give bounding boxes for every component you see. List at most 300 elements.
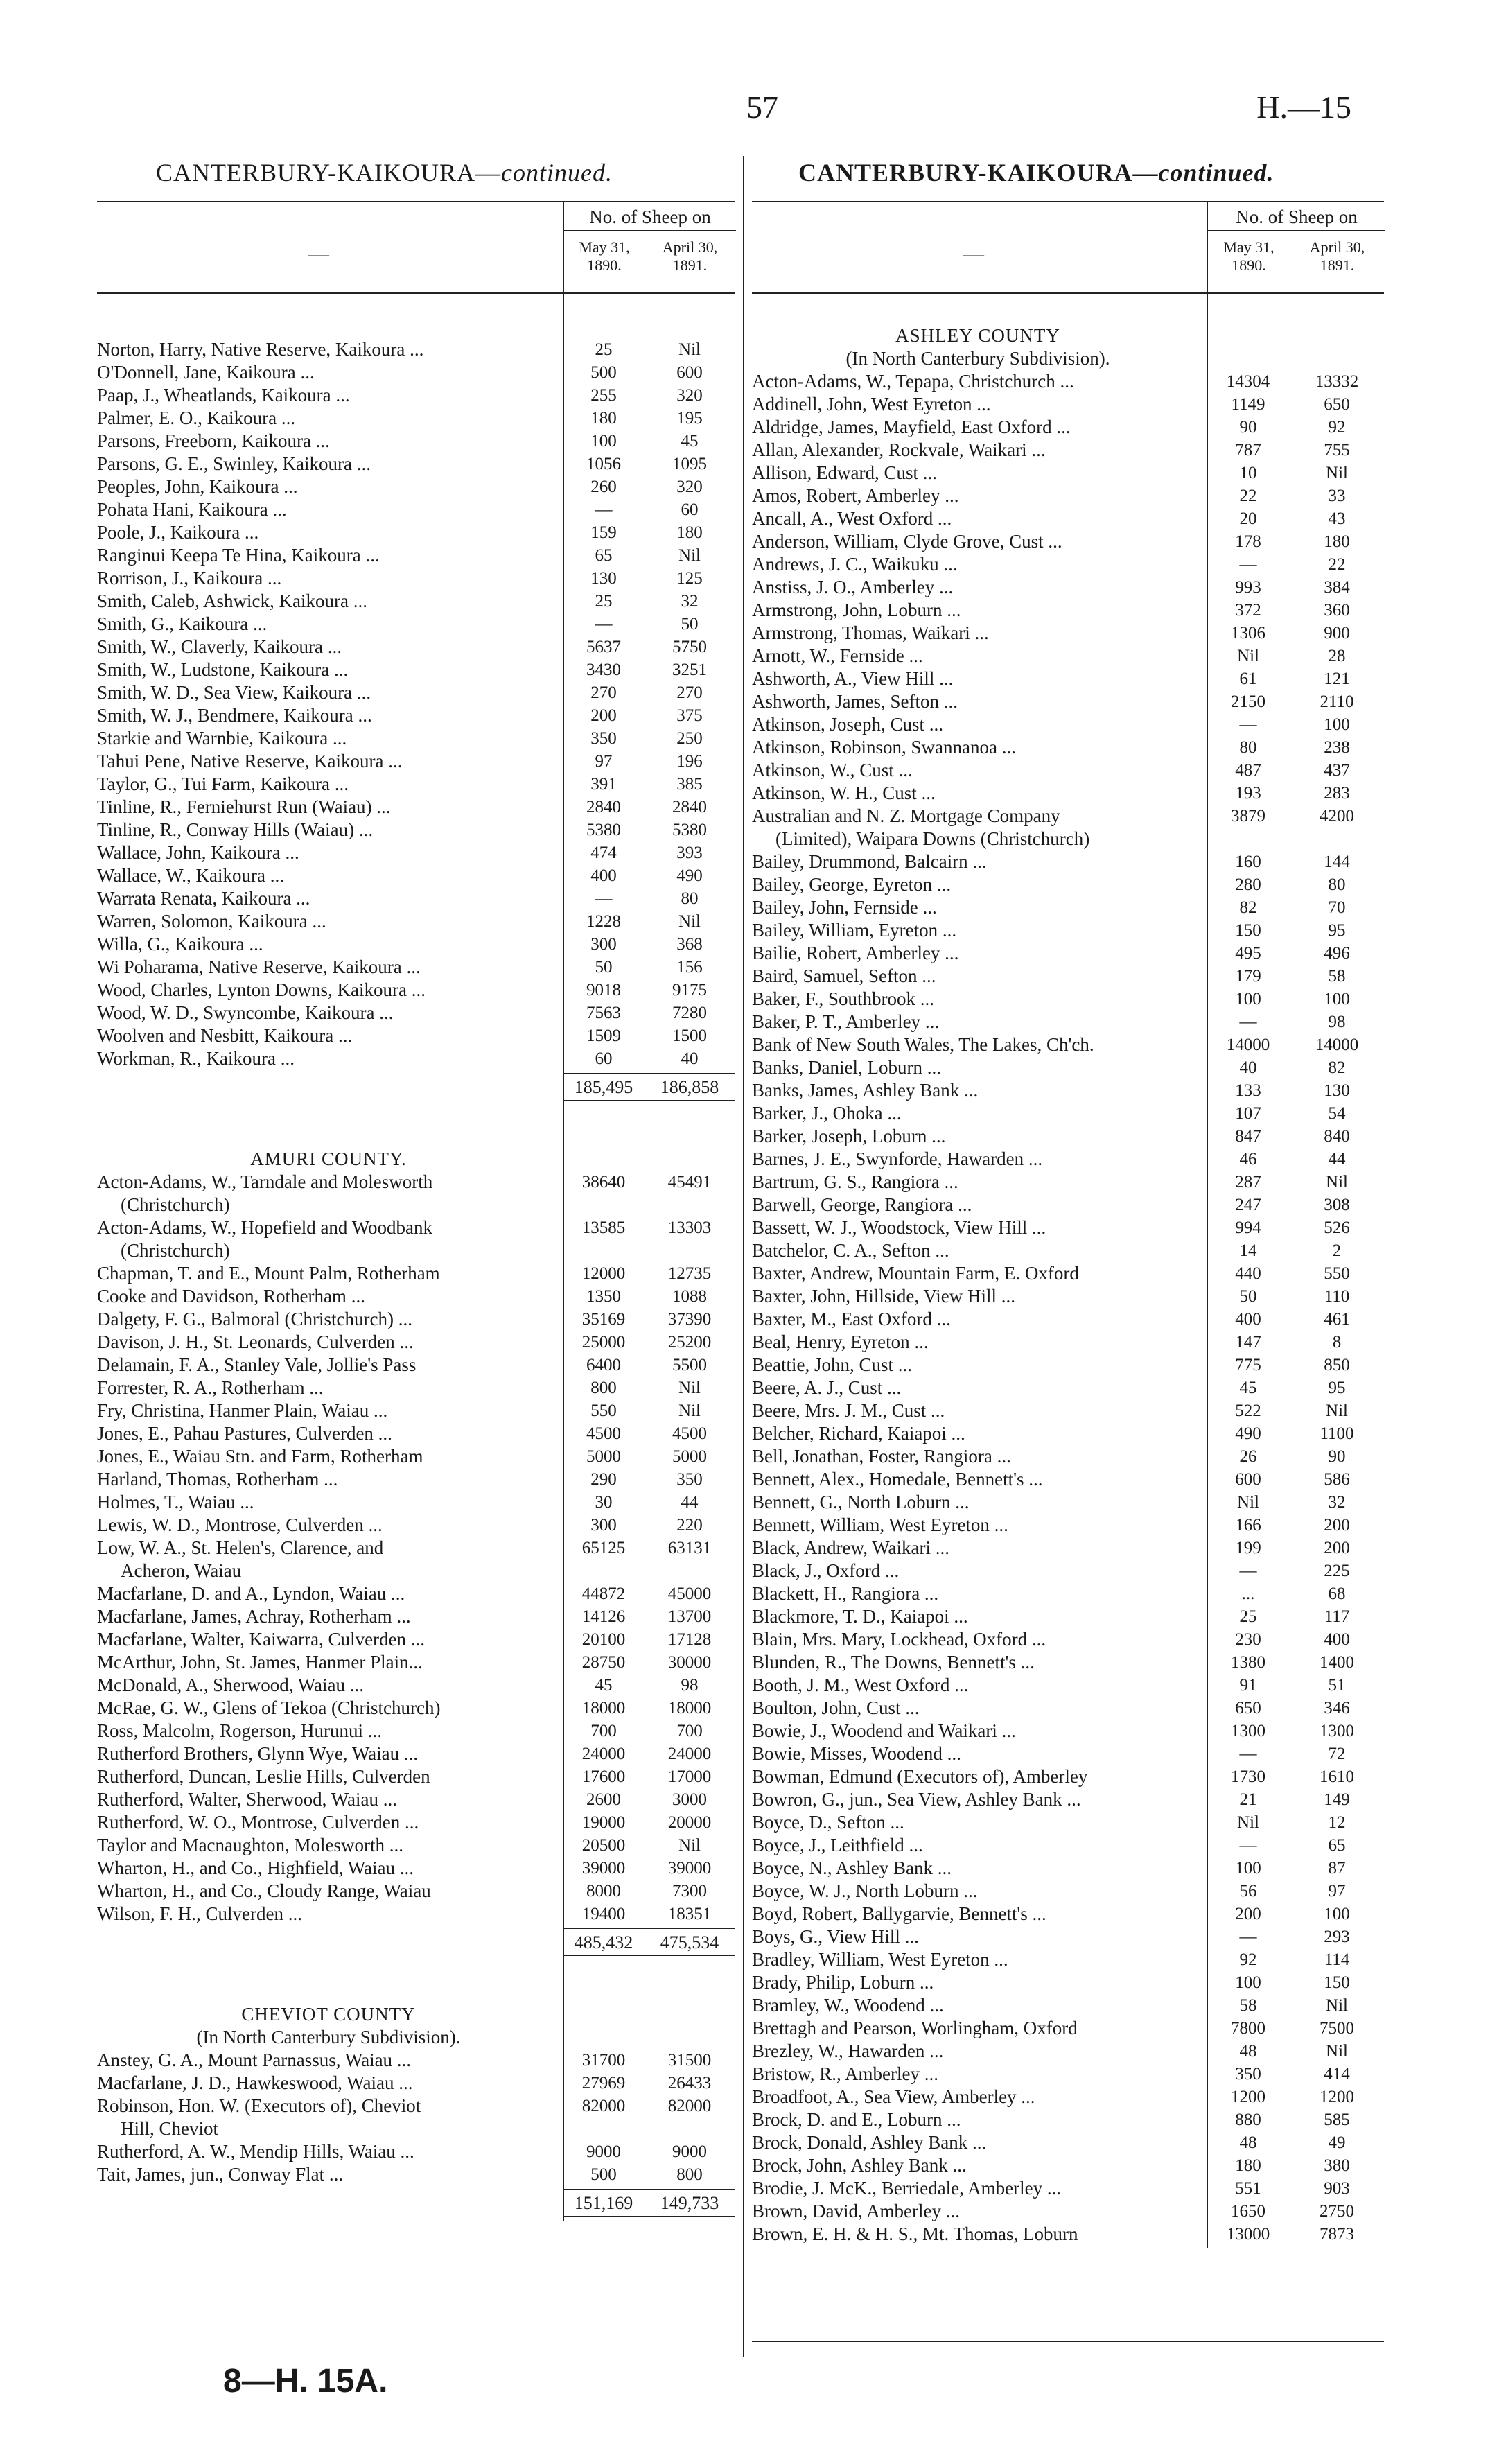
sheep-1891: Nil (678, 340, 701, 359)
sheep-1890: 14 (1239, 1241, 1257, 1260)
date-column-1890: May 31, 1890. (1207, 231, 1290, 292)
sheep-1891: 490 (676, 866, 703, 885)
owner-name: Starkie and Warnbie, Kaikoura ... (97, 728, 347, 749)
table-row (752, 416, 1384, 439)
sheep-1890: 400 (590, 866, 617, 885)
sheep-count-label: No. of Sheep on (563, 202, 736, 231)
table-row (97, 1674, 735, 1697)
sheep-1891: 840 (1324, 1127, 1350, 1146)
sheep-1890: 180 (1235, 2156, 1261, 2175)
owner-name: Jones, E., Waiau Stn. and Farm, Rotherham (97, 1446, 423, 1467)
table-row (752, 759, 1384, 782)
sheep-1891: 7280 (672, 1004, 707, 1022)
owner-name: Blackmore, T. D., Kaiapoi ... (752, 1606, 968, 1627)
owner-name: Blain, Mrs. Mary, Lockhead, Oxford ... (752, 1629, 1046, 1650)
header-dash: — (963, 243, 984, 265)
owner-name: Baxter, M., East Oxford ... (752, 1309, 951, 1329)
sheep-1890: 58 (1239, 1996, 1257, 2015)
table-row (752, 2086, 1384, 2108)
sheep-1891: 18351 (667, 1905, 712, 1923)
sheep-1891: 400 (1324, 1630, 1350, 1649)
table-row (97, 1354, 735, 1377)
sheep-1890: 474 (590, 844, 617, 862)
owner-name: Tinline, R., Conway Hills (Waiau) ... (97, 819, 374, 840)
sheep-1890: 600 (1235, 1470, 1261, 1489)
sheep-1890: — (1239, 1836, 1257, 1855)
owner-name: Norton, Harry, Native Reserve, Kaikoura ... (97, 339, 424, 360)
sheep-1890: 994 (1235, 1218, 1261, 1237)
owner-name: Parsons, G. E., Swinley, Kaikoura ... (97, 453, 371, 474)
sheep-1891: 1200 (1320, 2088, 1354, 2106)
table-row (97, 1537, 735, 1582)
table-row (97, 1002, 735, 1024)
sheep-1890: 18000 (581, 1699, 626, 1718)
sheep-1891: 40 (681, 1049, 699, 1068)
sheep-1891: 1100 (1320, 1424, 1354, 1443)
sheep-1890: 48 (1239, 2042, 1257, 2061)
total-rule (563, 2216, 735, 2217)
county-title: ASHLEY COUNTY (895, 325, 1060, 346)
owner-name: Wallace, John, Kaikoura ... (97, 842, 299, 863)
total-rule (563, 2189, 735, 2190)
sheep-1891: 437 (1324, 761, 1350, 780)
owner-name: Brady, Philip, Loburn ... (752, 1972, 934, 1993)
sheep-1890: 1200 (1231, 2088, 1265, 2106)
sheep-1891: 54 (1328, 1104, 1346, 1123)
table-row (752, 2177, 1384, 2200)
owner-name: Bowman, Edmund (Executors of), Amberley (752, 1766, 1088, 1787)
sheep-1890: 4500 (586, 1424, 621, 1443)
table-row (752, 2063, 1384, 2086)
owner-name: Bailey, George, Eyreton ... (752, 874, 952, 895)
right-column (752, 201, 1384, 2248)
table-row (752, 1788, 1384, 1811)
table-row (97, 841, 735, 864)
sheep-1891: Nil (1326, 2042, 1348, 2061)
owner-name: Beattie, John, Cust ... (752, 1354, 912, 1375)
owner-name: Tait, James, jun., Conway Flat ... (97, 2164, 344, 2185)
sheep-1890: 5000 (586, 1447, 621, 1466)
table-row (752, 622, 1384, 645)
table-row (752, 1468, 1384, 1491)
sheep-1891: 360 (1324, 601, 1350, 620)
table-row (752, 1445, 1384, 1468)
owner-name: Boyce, J., Leithfield ... (752, 1835, 923, 1855)
sheep-1891: 24000 (667, 1745, 712, 1763)
county-total-row (97, 1070, 735, 1102)
sheep-1890: 107 (1235, 1104, 1261, 1123)
sheep-1891: 7873 (1320, 2225, 1354, 2244)
sheep-1890: 1350 (586, 1287, 621, 1306)
sheep-1891: 14000 (1315, 1036, 1359, 1054)
owner-name: Aldridge, James, Mayfield, East Oxford ... (752, 417, 1071, 437)
owner-name: Paap, J., Wheatlands, Kaikoura ... (97, 385, 350, 405)
owner-name: Batchelor, C. A., Sefton ... (752, 1240, 949, 1261)
sheep-1890: 247 (1235, 1196, 1261, 1214)
sheep-1890: 490 (1235, 1424, 1261, 1443)
sheep-1890: 300 (590, 935, 617, 954)
owner-name: Black, J., Oxford ... (752, 1560, 900, 1581)
sheep-1890: Nil (1237, 647, 1259, 665)
sheep-1891: 293 (1324, 1928, 1350, 1946)
owner-name: Addinell, John, West Eyreton ... (752, 394, 991, 414)
table-row (752, 484, 1384, 507)
sheep-1891: 130 (1324, 1081, 1350, 1100)
sheep-1890: Nil (1237, 1813, 1259, 1832)
sheep-1891: 80 (1328, 875, 1346, 894)
owner-name-line1: Robinson, Hon. W. (Executors of), Cheviot (97, 2095, 421, 2116)
sheep-1890: 500 (590, 363, 617, 382)
table-row (97, 1422, 735, 1445)
sheep-1890: 287 (1235, 1173, 1261, 1191)
sheep-1890: 280 (1235, 875, 1261, 894)
table-row (752, 599, 1384, 622)
sheep-1890: 1306 (1231, 624, 1265, 643)
sheep-1891: 200 (1324, 1516, 1350, 1535)
sheep-1890: 20 (1239, 509, 1257, 528)
owner-name: Lewis, W. D., Montrose, Culverden ... (97, 1514, 383, 1535)
owner-name-line1: Acton-Adams, W., Hopefield and Woodbank (97, 1217, 432, 1238)
sheep-1890: 3879 (1231, 807, 1265, 825)
sheep-1891: 385 (676, 775, 703, 794)
sheep-1891: 196 (676, 752, 703, 771)
table-row (752, 462, 1384, 484)
table-row (752, 439, 1384, 462)
sheep-1891: 2 (1332, 1241, 1342, 1260)
sheep-1890: Nil (1237, 1493, 1259, 1512)
owner-name: Parsons, Freeborn, Kaikoura ... (97, 430, 330, 451)
sheep-1891: 308 (1324, 1196, 1350, 1214)
sheep-1891: 384 (1324, 578, 1350, 597)
sheep-1890: 38640 (581, 1173, 626, 1191)
sheep-1890: — (595, 889, 613, 908)
sheep-1890: 25 (1239, 1607, 1257, 1626)
owner-name: Forrester, R. A., Rotherham ... (97, 1377, 324, 1398)
table-row (97, 544, 735, 567)
owner-name: Workman, R., Kaikoura ... (97, 1048, 295, 1069)
table-row (97, 1788, 735, 1811)
owner-name: Cooke and Davidson, Rotherham ... (97, 1286, 365, 1307)
sheep-1890: 9018 (586, 981, 621, 999)
table-row (97, 1216, 735, 1262)
owner-name: Baxter, Andrew, Mountain Farm, E. Oxford (752, 1263, 1079, 1284)
table-row (97, 590, 735, 613)
sheep-1890: 993 (1235, 578, 1261, 597)
owner-name: Blackett, H., Rangiora ... (752, 1583, 939, 1604)
sheep-1890: 100 (1235, 1859, 1261, 1878)
sheep-1891: Nil (678, 1836, 701, 1855)
table-row (752, 2017, 1384, 2040)
table-row (97, 864, 735, 887)
table-row (752, 1811, 1384, 1834)
table-row (97, 933, 735, 956)
table-row (97, 956, 735, 979)
owner-name: Macfarlane, D. and A., Lyndon, Waiau ... (97, 1583, 405, 1604)
sheep-1890: 65125 (581, 1539, 626, 1557)
table-row (752, 1537, 1384, 1559)
sheep-1891: 17000 (667, 1767, 712, 1786)
sheep-1891: 45000 (667, 1584, 712, 1603)
sheep-1891: 13332 (1315, 372, 1359, 391)
sheep-1891: 195 (676, 409, 703, 428)
sheep-1891: 393 (676, 844, 703, 862)
owner-name: Brock, Donald, Ashley Bank ... (752, 2132, 987, 2153)
sheep-1891: 283 (1324, 784, 1350, 803)
table-row (97, 750, 735, 773)
table-row (752, 1308, 1384, 1331)
sheep-1891: 5380 (672, 821, 707, 839)
sheep-1890: 650 (1235, 1699, 1261, 1718)
sheep-1891: 1088 (672, 1287, 707, 1306)
sheep-1890: 19000 (581, 1813, 626, 1832)
sheep-1891: 121 (1324, 670, 1350, 688)
owner-name: Atkinson, Joseph, Cust ... (752, 714, 944, 735)
owner-name: Bramley, W., Woodend ... (752, 1995, 944, 2016)
right-column-heading (798, 158, 1274, 187)
table-row (752, 1742, 1384, 1765)
owner-name: O'Donnell, Jane, Kaikoura ... (97, 362, 315, 383)
owner-name: Brock, John, Ashley Bank ... (752, 2155, 967, 2176)
sheep-1890: 160 (1235, 853, 1261, 871)
total-1890: 151,169 (574, 2193, 633, 2213)
sheep-1891: 375 (676, 706, 703, 725)
sheep-1891: 12735 (667, 1264, 712, 1283)
owner-name: McRae, G. W., Glens of Tekoa (Christchurch) (97, 1697, 441, 1718)
table-row (752, 782, 1384, 805)
sheep-1891: 117 (1324, 1607, 1350, 1626)
table-row (97, 796, 735, 819)
owner-name: Wood, W. D., Swyncombe, Kaikoura ... (97, 1002, 394, 1023)
sheep-1891: 900 (1324, 624, 1350, 643)
table-row (752, 988, 1384, 1011)
table-row (97, 2163, 735, 2186)
table-row (97, 361, 735, 384)
table-row (752, 370, 1384, 393)
sheep-1890: 91 (1239, 1676, 1257, 1695)
table-row (752, 2200, 1384, 2223)
owner-name: Davison, J. H., St. Leonards, Culverden ... (97, 1331, 414, 1352)
sheep-1890: 180 (590, 409, 617, 428)
sheep-1891: 350 (676, 1470, 703, 1489)
sheep-1890: — (1239, 1928, 1257, 1946)
sheep-1891: 90 (1328, 1447, 1346, 1466)
sheep-1891: Nil (1326, 464, 1348, 482)
sheep-1890: 65 (595, 546, 613, 565)
owner-name: Arnott, W., Fernside ... (752, 645, 923, 666)
table-row (752, 805, 1384, 850)
table-row (97, 1377, 735, 1399)
table-row (97, 2140, 735, 2163)
owner-name: Brezley, W., Hawarden ... (752, 2041, 944, 2061)
sheep-1890: 178 (1235, 532, 1261, 551)
owner-name: Fry, Christina, Hanmer Plain, Waiau ... (97, 1400, 388, 1421)
sheep-1891: 5500 (672, 1356, 707, 1374)
sheep-1890: 199 (1235, 1539, 1261, 1557)
sheep-1891: 9175 (672, 981, 707, 999)
sheep-1891: 82000 (667, 2097, 712, 2115)
owner-name: Allan, Alexander, Rockvale, Waikari ... (752, 439, 1046, 460)
sheep-1890: 31700 (581, 2051, 626, 2070)
sheep-1890: 40 (1239, 1058, 1257, 1077)
right-table-body (752, 294, 1384, 2248)
owner-name: Amos, Robert, Amberley ... (752, 485, 959, 506)
sheep-1890: 17600 (581, 1767, 626, 1786)
sheep-1890: 14000 (1226, 1036, 1270, 1054)
sheep-1890: — (595, 500, 613, 519)
sheep-1891: 380 (1324, 2156, 1350, 2175)
table-row (752, 2040, 1384, 2063)
sheep-1890: 26 (1239, 1447, 1257, 1466)
table-row (752, 965, 1384, 988)
sheep-1891: 4500 (672, 1424, 707, 1443)
table-row (752, 850, 1384, 873)
table-row (752, 667, 1384, 690)
sheep-1891: 585 (1324, 2111, 1350, 2129)
sheep-1890: 522 (1235, 1401, 1261, 1420)
total-rule (563, 1073, 735, 1074)
owner-name: Black, Andrew, Waikari ... (752, 1537, 950, 1558)
sheep-1891: 92 (1328, 418, 1346, 437)
sheep-1890: 25 (595, 592, 613, 611)
owner-name: Smith, W. D., Sea View, Kaikoura ... (97, 682, 371, 703)
sheep-1891: 33 (1328, 487, 1346, 505)
table-row (752, 2154, 1384, 2177)
table-row (97, 704, 735, 727)
left-heading-italic: continued. (501, 159, 613, 186)
left-table-body (97, 294, 735, 2221)
owner-name: Pohata Hani, Kaikoura ... (97, 499, 287, 520)
sheep-1891: 9000 (672, 2142, 707, 2161)
owner-name: Tinline, R., Ferniehurst Run (Waiau) ... (97, 796, 391, 817)
owner-name: Baker, P. T., Amberley ... (752, 1011, 940, 1032)
sheep-1890: 133 (1235, 1081, 1261, 1100)
table-row (97, 1605, 735, 1628)
owner-name: Barker, Joseph, Loburn ... (752, 1126, 946, 1146)
sheep-1891: 250 (676, 729, 703, 748)
sheep-1890: 1509 (586, 1026, 621, 1045)
table-row (752, 1697, 1384, 1720)
sheep-1891: 98 (681, 1676, 699, 1695)
table-row (752, 1102, 1384, 1125)
table-row (752, 1011, 1384, 1033)
sheep-1891: 100 (1324, 990, 1350, 1008)
owner-name: Palmer, E. O., Kaikoura ... (97, 408, 296, 428)
table-row (97, 1262, 735, 1285)
table-row (752, 1880, 1384, 1903)
sheep-1891: 100 (1324, 1905, 1350, 1923)
sheep-1891: 30000 (667, 1653, 712, 1672)
sheep-1891: 8 (1332, 1333, 1342, 1352)
table-row (97, 1285, 735, 1308)
table-row (752, 393, 1384, 416)
table-row (97, 1903, 735, 1925)
owner-name: Bennett, William, West Eyreton ... (752, 1514, 1008, 1535)
table-row (97, 1399, 735, 1422)
owner-name: McArthur, John, St. James, Hanmer Plain... (97, 1652, 423, 1672)
sheep-1891: 700 (676, 1722, 703, 1740)
owner-name: Dalgety, F. G., Balmoral (Christchurch) ... (97, 1309, 412, 1329)
sheep-1891: 39000 (667, 1859, 712, 1878)
sheep-1891: 586 (1324, 1470, 1350, 1489)
owner-name-line1: Low, W. A., St. Helen's, Clarence, and (97, 1537, 384, 1558)
table-row (97, 773, 735, 796)
table-row (97, 1651, 735, 1674)
table-row (752, 1514, 1384, 1537)
sheep-1890: 1380 (1231, 1653, 1265, 1672)
owner-name: Beal, Henry, Eyreton ... (752, 1331, 929, 1352)
table-row (97, 1047, 735, 1070)
sheep-1890: 46 (1239, 1150, 1257, 1169)
sheep-1891: 2110 (1320, 692, 1354, 711)
sheep-1890: 150 (1235, 921, 1261, 940)
table-row (97, 430, 735, 453)
table-row (752, 1720, 1384, 1742)
total-rule (563, 1100, 735, 1101)
table-row (752, 896, 1384, 919)
owner-name: Rutherford, A. W., Mendip Hills, Waiau ... (97, 2141, 414, 2162)
sheep-1891: 60 (681, 500, 699, 519)
owner-name: Bradley, William, West Eyreton ... (752, 1949, 1008, 1970)
sheep-1891: 3251 (672, 661, 707, 679)
sheep-1890: 20100 (581, 1630, 626, 1649)
table-row (97, 1834, 735, 1857)
table-row (752, 1994, 1384, 2017)
owner-name: Broadfoot, A., Sea View, Amberley ... (752, 2086, 1035, 2107)
owner-name: Ross, Malcolm, Rogerson, Hurunui ... (97, 1720, 382, 1741)
sheep-1891: 526 (1324, 1218, 1350, 1237)
owner-name: Jones, E., Pahau Pastures, Culverden ... (97, 1423, 392, 1444)
sheep-1891: 220 (676, 1516, 703, 1535)
sheep-1890: 19400 (581, 1905, 626, 1923)
owner-name: Allison, Edward, Cust ... (752, 462, 937, 483)
county-subtitle: (In North Canterbury Subdivision). (845, 348, 1110, 369)
table-row (752, 1262, 1384, 1285)
sheep-1891: 32 (1328, 1493, 1346, 1512)
sheep-1891: 12 (1328, 1813, 1346, 1832)
owner-name: Booth, J. M., West Oxford ... (752, 1675, 969, 1695)
owner-name: Bailey, Drummond, Balcairn ... (752, 851, 987, 872)
table-row (752, 1331, 1384, 1354)
owner-name: Acton-Adams, W., Tepapa, Christchurch ... (752, 371, 1074, 392)
sheep-1890: 14304 (1226, 372, 1270, 391)
sheep-1891: 156 (676, 958, 703, 977)
owner-name: Beere, A. J., Cust ... (752, 1377, 902, 1398)
table-row (752, 1033, 1384, 1056)
owner-name (97, 2095, 560, 2140)
table-row (97, 2095, 735, 2140)
sheep-1891: 1095 (672, 455, 707, 473)
sheep-1891: 650 (1324, 395, 1350, 414)
sheep-1891: 20000 (667, 1813, 712, 1832)
table-row (752, 1674, 1384, 1697)
owner-name (97, 1216, 560, 1262)
sheep-1891: 44 (681, 1493, 699, 1512)
owner-name: Bank of New South Wales, The Lakes, Ch'ch. (752, 1034, 1094, 1055)
sheep-1890: — (1239, 1562, 1257, 1580)
sheep-1890: 260 (590, 478, 617, 496)
table-row (752, 1285, 1384, 1308)
sheep-1891: 150 (1324, 1973, 1350, 1992)
sheep-1890: 495 (1235, 944, 1261, 963)
owner-name: Smith, W., Claverly, Kaikoura ... (97, 636, 342, 657)
sheep-1891: 2840 (672, 798, 707, 816)
table-row (97, 475, 735, 498)
sheep-1891: 17128 (667, 1630, 712, 1649)
owner-name: Warrata Renata, Kaikoura ... (97, 888, 310, 909)
sheep-1890: 82000 (581, 2097, 626, 2115)
bottom-rule (752, 2341, 1384, 2342)
table-row (752, 1605, 1384, 1628)
